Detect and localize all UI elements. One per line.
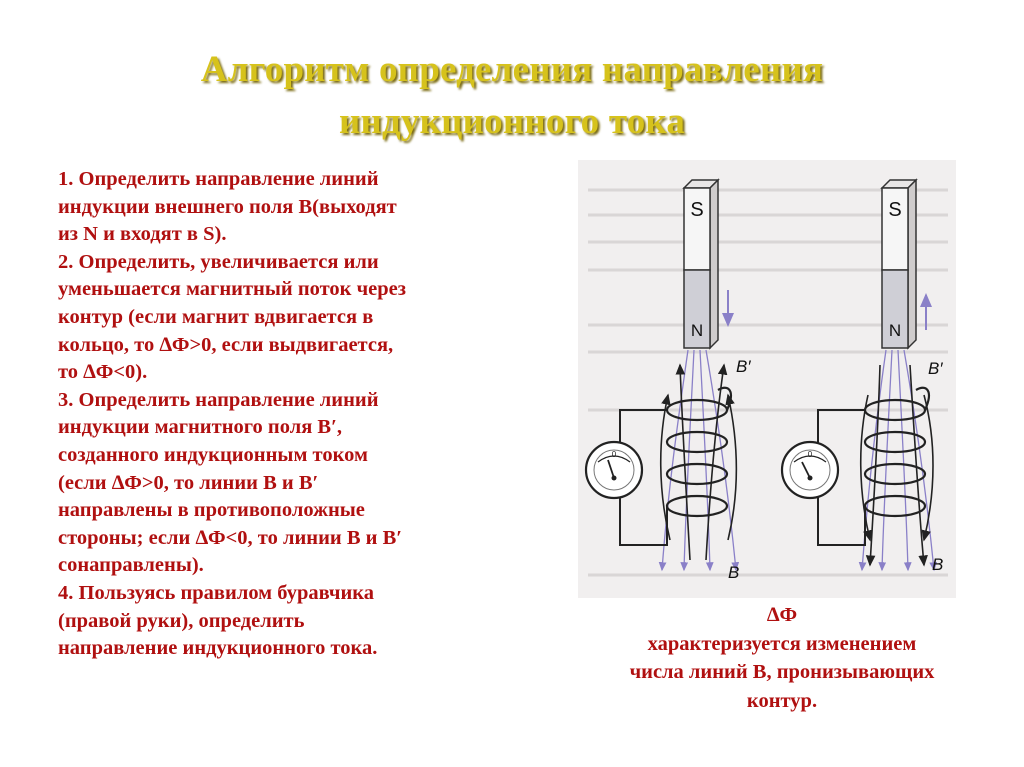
- right-b-prime-label: B′: [928, 359, 943, 378]
- caption-line-3: числа линий В, пронизывающих: [629, 661, 935, 684]
- step-1-line-1: 1. Определить направление линий: [58, 168, 379, 190]
- right-field-lines-b: [862, 350, 934, 570]
- right-magnet: [882, 180, 916, 348]
- right-wire-top: [818, 410, 865, 450]
- right-gauge-zero: 0: [807, 450, 813, 459]
- left-field-lines-b: [662, 350, 736, 570]
- caption-line-4: контур.: [746, 689, 818, 712]
- left-b-label: B: [728, 563, 740, 582]
- left-setup: [586, 180, 751, 582]
- induction-diagram-svg: [578, 160, 956, 598]
- left-magnet-n-label: N: [690, 321, 704, 340]
- right-magnet-s-label: S: [888, 199, 902, 221]
- left-magnet-s-label: S: [690, 199, 704, 221]
- right-setup: [782, 180, 943, 574]
- step-3-line-4: (если ∆Ф>0, то линии В и В′: [58, 471, 319, 494]
- step-3-line-7: сонаправлены).: [58, 554, 204, 577]
- algorithm-steps: [58, 166, 558, 663]
- figure-caption: [562, 601, 1002, 715]
- step-2-line-4: кольцо, то ∆Ф>0, если выдвигается,: [58, 333, 394, 356]
- step-2-line-5: то ∆Ф<0).: [58, 361, 148, 384]
- step-4-line-1: 4. Пользуясь правилом буравчика: [58, 581, 375, 604]
- left-magnet: [684, 180, 718, 348]
- left-gauge-zero: 0: [611, 450, 617, 459]
- right-wire-bottom: [818, 490, 865, 545]
- caption-line-1: ∆Ф: [766, 604, 798, 626]
- right-magnet-n-label: N: [888, 321, 902, 340]
- step-4-line-2: (правой руки), определить: [58, 609, 305, 632]
- step-2-line-3: контур (если магнит вдвигается в: [58, 305, 374, 328]
- step-3-line-1: 3. Определить направление линий: [58, 388, 379, 411]
- step-1-line-3: из N и входят в S).: [58, 223, 227, 246]
- slide-title-line-2: индукционного тока: [338, 101, 686, 142]
- step-4-line-3: направление индукционного тока.: [58, 637, 378, 660]
- right-b-label: B: [932, 555, 944, 574]
- induction-diagram: [578, 160, 956, 598]
- step-1-line-2: индукции внешнего поля В(выходят: [58, 195, 397, 218]
- left-wire-bottom: [620, 490, 667, 545]
- slide-title-line-1: Алгоритм определения направления: [200, 49, 824, 90]
- right-galvanometer: [782, 442, 838, 498]
- slide-title: [0, 44, 1024, 148]
- step-3-line-3: созданного индукционным током: [58, 443, 368, 466]
- left-b-prime-label: B′: [736, 357, 751, 376]
- step-3-line-2: индукции магнитного поля В′,: [58, 416, 342, 439]
- left-induced-field: [661, 365, 737, 560]
- step-2-line-1: 2. Определить, увеличивается или: [58, 250, 379, 273]
- caption-line-2: характеризуется изменением: [647, 632, 917, 655]
- left-galvanometer: [586, 442, 642, 498]
- step-3-line-5: направлены в противоположные: [58, 499, 365, 522]
- step-2-line-2: уменьшается магнитный поток через: [58, 278, 406, 301]
- step-3-line-6: стороны; если ∆Ф<0, то линии В и В′: [58, 526, 403, 549]
